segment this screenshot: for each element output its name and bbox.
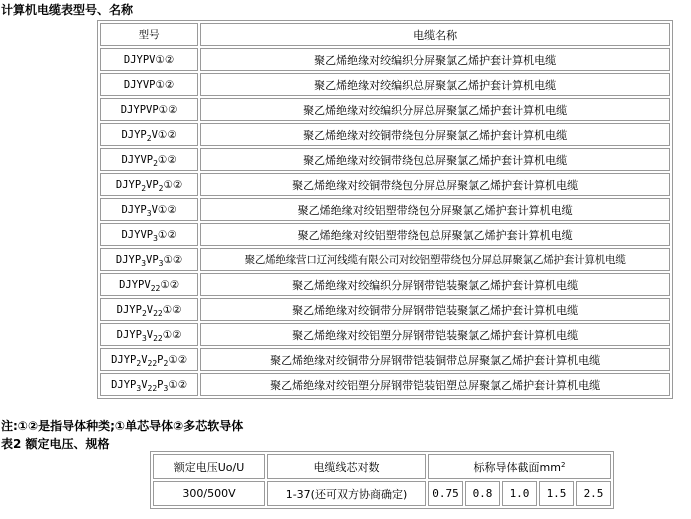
model-text: V — [141, 378, 148, 391]
cell-section: 1.5 — [539, 481, 574, 506]
model-subscript: 3 — [163, 383, 169, 393]
model-text: DJYP — [111, 353, 137, 366]
model-text: DJYP — [121, 203, 147, 216]
model-text: DJYVP — [121, 153, 154, 166]
cell-cable-name: 聚乙烯绝缘对绞铝塑分屏钢带铠装铝塑总屏聚氯乙烯护套计算机电缆 — [200, 373, 670, 396]
model-text: DJYP — [115, 178, 142, 191]
header-cross-section-sup: 2 — [560, 460, 566, 469]
model-subscript: 22 — [147, 358, 158, 368]
model-text: DJYPV①② — [123, 53, 175, 66]
cell-model — [100, 148, 198, 171]
model-text: V①② — [151, 128, 177, 141]
model-text: DJYP — [116, 303, 142, 316]
model-text: DJYVP①② — [123, 78, 175, 91]
model-subscript: 3 — [153, 233, 158, 243]
header-cores: 电缆线芯对数 — [267, 454, 426, 479]
table-row — [153, 481, 611, 506]
model-text: DJYP — [115, 253, 142, 266]
model-subscript: 22 — [147, 383, 158, 393]
cell-cable-name: 聚乙烯绝缘对绞铝塑带绕包分屏聚氯乙烯护套计算机电缆 — [200, 198, 670, 221]
model-text: ①② — [157, 228, 177, 241]
model-text: P — [157, 378, 164, 391]
cell-cable-name: 聚乙烯绝缘对绞铝塑分屏钢带铠装聚氯乙烯护套计算机电缆 — [200, 323, 670, 346]
cell-model — [100, 248, 198, 271]
cell-cable-name: 聚乙烯绝缘对绞铜带分屏钢带铠装聚氯乙烯护套计算机电缆 — [200, 298, 670, 321]
table-header-row — [153, 454, 611, 479]
table-row — [100, 348, 670, 371]
table-row — [100, 223, 670, 246]
table-row — [100, 323, 670, 346]
header-cable-name: 电缆名称 — [200, 23, 670, 46]
table-row — [100, 73, 670, 96]
cell-cable-name: 聚乙烯绝缘对绞编织分屏钢带铠装聚氯乙烯护套计算机电缆 — [200, 273, 670, 296]
cell-model — [100, 348, 198, 371]
header-voltage: 额定电压Uo/U — [153, 454, 265, 479]
cell-model — [100, 198, 198, 221]
model-text: ①② — [157, 153, 177, 166]
table-row — [100, 248, 670, 271]
cell-voltage: 300/500V — [153, 481, 265, 506]
table-row — [100, 48, 670, 71]
cell-model — [100, 373, 198, 396]
model-text: VP — [146, 253, 159, 266]
cell-cable-name: 聚乙烯绝缘对绞铜带分屏钢带铠装铜带总屏聚氯乙烯护套计算机电缆 — [200, 348, 670, 371]
voltage-spec-table — [150, 451, 614, 509]
cell-section: 0.75 — [428, 481, 463, 506]
cell-section: 0.8 — [465, 481, 500, 506]
table-row — [100, 173, 670, 196]
model-subscript: 3 — [141, 333, 147, 343]
model-subscript: 3 — [141, 258, 147, 268]
model-text: ①② — [162, 328, 182, 341]
table-body — [100, 48, 670, 396]
model-text: DJYPVP①② — [120, 103, 178, 116]
table-row — [100, 198, 670, 221]
model-text: ①② — [163, 178, 183, 191]
model-text: DJYP — [121, 128, 147, 141]
model-text: ①② — [162, 303, 182, 316]
table-row — [100, 273, 670, 296]
cell-cable-name: 聚乙烯绝缘对绞铜带绕包分屏总屏聚氯乙烯护套计算机电缆 — [200, 173, 670, 196]
model-subscript: 2 — [153, 158, 158, 168]
table-row — [100, 373, 670, 396]
model-subscript: 3 — [146, 208, 152, 218]
model-text: DJYPV — [119, 278, 151, 291]
cell-cable-name: 聚乙烯绝缘对绞铜带绕包分屏聚氯乙烯护套计算机电缆 — [200, 123, 670, 146]
model-text: ①② — [160, 278, 180, 291]
model-subscript: 2 — [163, 358, 169, 368]
table2-heading: 表2 额定电压、规格 — [1, 437, 110, 451]
model-subscript: 22 — [150, 283, 161, 293]
cell-cores: 1-37(还可双方协商确定) — [267, 481, 426, 506]
cell-model — [100, 98, 198, 121]
model-text: ①② — [168, 353, 188, 366]
model-text: DJYP — [111, 378, 137, 391]
model-text: DJYP — [116, 328, 142, 341]
model-text: DJYVP — [121, 228, 154, 241]
cell-model — [100, 48, 198, 71]
model-subscript: 3 — [158, 258, 164, 268]
header-cross-section — [428, 454, 611, 479]
table1-heading: 计算机电缆表型号、名称 — [1, 3, 134, 17]
header-cross-section-label: 标称导体截面mm — [473, 460, 561, 474]
model-text: ①② — [168, 378, 188, 391]
model-subscript: 2 — [136, 358, 142, 368]
model-subscript: 22 — [153, 333, 163, 343]
table-row — [100, 148, 670, 171]
cell-model — [100, 73, 198, 96]
model-subscript: 2 — [141, 308, 147, 318]
cell-model — [100, 273, 198, 296]
model-text: P — [157, 353, 164, 366]
cell-cable-name: 聚乙烯绝缘对绞铝塑带绕包总屏聚氯乙烯护套计算机电缆 — [200, 223, 670, 246]
table-row — [100, 123, 670, 146]
cell-model — [100, 173, 198, 196]
cell-section: 2.5 — [576, 481, 611, 506]
cell-cable-name: 聚乙烯绝缘对绞铜带绕包总屏聚氯乙烯护套计算机电缆 — [200, 148, 670, 171]
table-header-row — [100, 23, 670, 46]
model-subscript: 2 — [141, 183, 147, 193]
model-subscript: 22 — [153, 308, 163, 318]
model-text: V — [146, 328, 154, 341]
model-subscript: 3 — [136, 383, 142, 393]
cell-section: 1.0 — [502, 481, 537, 506]
model-text: V — [146, 303, 154, 316]
cell-model — [100, 123, 198, 146]
model-subscript: 2 — [158, 183, 164, 193]
header-model: 型号 — [100, 23, 198, 46]
cell-model — [100, 298, 198, 321]
model-text: ①② — [163, 253, 183, 266]
model-subscript: 2 — [146, 133, 152, 143]
table-row — [100, 298, 670, 321]
cell-model — [100, 323, 198, 346]
cable-model-table — [97, 20, 673, 399]
cell-cable-name: 聚乙烯绝缘对绞编织总屏聚氯乙烯护套计算机电缆 — [200, 73, 670, 96]
cell-cable-name: 聚乙烯绝缘对绞编织分屏总屏聚氯乙烯护套计算机电缆 — [200, 98, 670, 121]
cell-cable-name: 聚乙烯绝缘营口辽河线缆有限公司对绞铝塑带绕包分屏总屏聚氯乙烯护套计算机电缆 — [200, 248, 670, 271]
model-text: V — [141, 353, 148, 366]
model-text: V①② — [151, 203, 177, 216]
note-text: 注:①②是指导体种类;①单芯导体②多芯软导体 — [1, 419, 244, 433]
cell-model — [100, 223, 198, 246]
cell-cable-name: 聚乙烯绝缘对绞编织分屏聚氯乙烯护套计算机电缆 — [200, 48, 670, 71]
model-text: VP — [146, 178, 159, 191]
table-row — [100, 98, 670, 121]
